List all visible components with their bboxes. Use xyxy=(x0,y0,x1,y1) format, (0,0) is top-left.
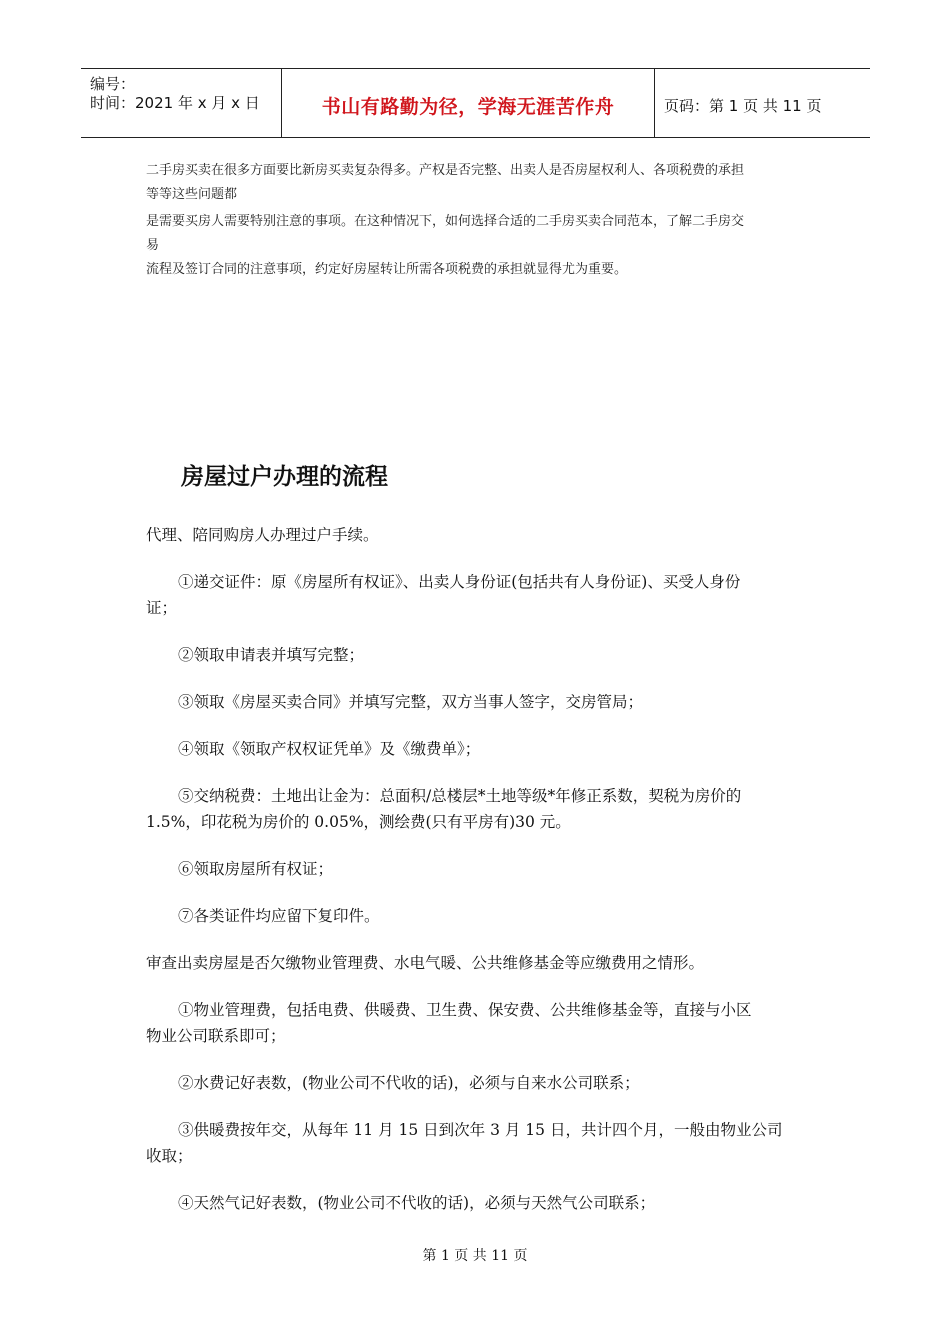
list-item: ③领取《房屋买卖合同》并填写完整，双方当事人签字，交房管局； xyxy=(178,693,644,711)
list-item: ③供暖费按年交，从每年 11 月 15 日到次年 3 月 15 日，共计四个月，一般由物业公司 xyxy=(178,1121,783,1139)
document-number-label: 编号： xyxy=(90,75,136,93)
intro-line-4: 易 xyxy=(146,238,160,253)
header-page-cell xyxy=(655,69,870,137)
list-item: ⑥领取房屋所有权证； xyxy=(178,860,334,878)
list-item-continuation: 1.5%，印花税为房价的 0.05%，测绘费(只有平房有)30 元。 xyxy=(146,813,571,831)
list-item: ①递交证件：原《房屋所有权证》、出卖人身份证(包括共有人身份证)、买受人身份 xyxy=(178,573,741,591)
intro-line-2: 等等这些问题都 xyxy=(146,187,238,202)
header-page-info: 页码：第 1 页 共 11 页 xyxy=(664,97,822,115)
list-item: ②领取申请表并填写完整； xyxy=(178,646,365,664)
page-footer: 第 1 页 共 11 页 xyxy=(422,1248,528,1264)
list-item: ①物业管理费，包括电费、供暖费、卫生费、保安费、公共维修基金等，直接与小区 xyxy=(178,1001,752,1019)
header-motto-cell xyxy=(282,69,655,137)
document-date: 时间：2021 年 x 月 x 日 xyxy=(90,94,260,112)
list-item: ②水费记好表数，(物业公司不代收的话)，必须与自来水公司联系； xyxy=(178,1074,640,1092)
list-item-continuation: 收取； xyxy=(146,1147,193,1165)
paragraph: 代理、陪同购房人办理过户手续。 xyxy=(146,526,379,544)
list-item-continuation: 物业公司联系即可； xyxy=(146,1027,286,1045)
paragraph: 审查出卖房屋是否欠缴物业管理费、水电气暖、公共维修基金等应缴费用之情形。 xyxy=(146,954,705,972)
header-motto: 书山有路勤为径，学海无涯苦作舟 xyxy=(321,96,615,118)
list-item: ④领取《领取产权权证凭单》及《缴费单》； xyxy=(178,740,481,758)
list-item-continuation: 证； xyxy=(146,599,178,617)
list-item: ⑤交纳税费：土地出让金为：总面积/总楼层*土地等级*年修正系数，契税为房价的 xyxy=(178,787,742,805)
intro-line-3: 是需要买房人需要特别注意的事项。在这种情况下，如何选择合适的二手房买卖合同范本，了解二手房交 xyxy=(146,214,745,229)
list-item: ⑦各类证件均应留下复印件。 xyxy=(178,907,380,925)
intro-line-1: 二手房买卖在很多方面要比新房买卖复杂得多。产权是否完整、出卖人是否房屋权利人、各项税费的承担 xyxy=(146,163,745,178)
intro-line-5: 流程及签订合同的注意事项，约定好房屋转让所需各项税费的承担就显得尤为重要。 xyxy=(146,262,628,277)
list-item: ④天然气记好表数，(物业公司不代收的话)，必须与天然气公司联系； xyxy=(178,1194,656,1212)
document-header xyxy=(81,68,870,138)
section-title: 房屋过户办理的流程 xyxy=(181,464,388,490)
header-info-cell xyxy=(81,69,282,137)
